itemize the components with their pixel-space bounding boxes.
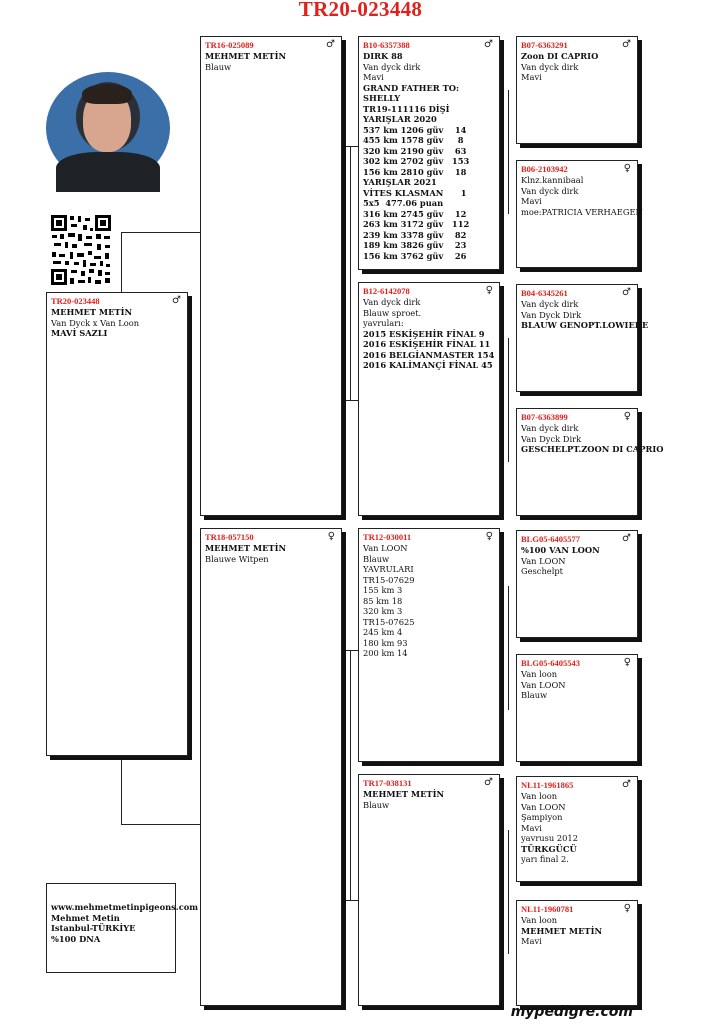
- card-line: Van LOON: [521, 801, 566, 812]
- card-line: Şampiyon: [521, 812, 563, 822]
- ring-number: TR20-023448: [51, 296, 100, 306]
- photo-hair: [82, 84, 132, 104]
- pedigree-card-dam-sire[interactable]: [358, 528, 500, 762]
- card-line: GESCHELPT.ZOON DI CAPRIO: [521, 444, 664, 454]
- connector: [121, 232, 122, 292]
- brand-logo[interactable]: mypedigre.com: [510, 1004, 633, 1020]
- male-icon: ♂: [622, 39, 631, 50]
- card-line: MEHMET METİN: [363, 789, 445, 799]
- card-line: Mavi: [521, 822, 542, 833]
- card-line: TÜRKGÜCÜ: [521, 843, 577, 854]
- pedigree-card-sire-dam[interactable]: [358, 282, 500, 516]
- card-line: Blauw: [363, 799, 390, 810]
- dna-note: %100 DNA: [51, 933, 101, 944]
- pedigree-card-sdd[interactable]: [516, 408, 664, 516]
- card-line: %100 VAN LOON: [521, 545, 600, 555]
- card-line: Blauw: [205, 61, 232, 72]
- pedigree-card-sds[interactable]: [516, 284, 649, 392]
- ring-number: TR17-038131: [363, 778, 412, 788]
- card-line: Van loon: [521, 669, 558, 679]
- owner-photo: [46, 72, 170, 184]
- female-icon: ♀: [623, 903, 631, 914]
- card-line: Van LOON: [363, 543, 408, 553]
- ring-number: BLG05-6405543: [521, 658, 581, 668]
- card-line: MAVİ SAZLI: [51, 328, 108, 338]
- card-line: 189 km 3826 güv 23: [363, 240, 467, 250]
- male-icon: ♂: [326, 39, 335, 50]
- card-line: TR15-07629: [363, 574, 415, 585]
- contact-name: Mehmet Metin: [51, 912, 120, 923]
- female-icon: ♀: [623, 163, 631, 174]
- card-line: 85 km 18: [363, 595, 403, 606]
- ring-number: B12-6142078: [363, 286, 410, 296]
- card-line: Blauw sproet.: [363, 307, 422, 318]
- card-line: Zoon DI CAPRIO: [521, 51, 599, 61]
- card-line: 316 km 2745 güv 12: [363, 208, 467, 219]
- ring-number: B07-6363899: [521, 412, 568, 422]
- ring-number: TR18-057150: [205, 532, 254, 542]
- card-line: MEHMET METİN: [521, 925, 603, 936]
- card-line: TR15-07625: [363, 616, 415, 627]
- ring-number: B04-6345261: [521, 288, 568, 298]
- card-line: DIRK 88: [363, 51, 403, 61]
- pedigree-card-dds[interactable]: [516, 776, 638, 882]
- card-line: MEHMET METİN: [51, 307, 133, 317]
- connector: [508, 586, 509, 710]
- card-line: moe:PATRICIA VERHAEGEN: [521, 206, 643, 217]
- card-line: 537 km 1206 güv 14: [363, 124, 467, 135]
- card-line: 2016 ESKİŞEHİR FİNAL 11: [363, 339, 491, 349]
- card-line: Van dyck dirk: [363, 61, 421, 72]
- card-line: 5x5 477.06 puan: [363, 198, 444, 208]
- connector: [342, 650, 358, 651]
- card-line: 302 km 2702 güv 153: [363, 156, 470, 166]
- card-line: YARIŞLAR 2021: [363, 177, 437, 187]
- contact-box: [46, 883, 199, 973]
- card-line: 320 km 3: [363, 606, 403, 616]
- female-icon: ♀: [623, 657, 631, 668]
- ring-number: NL11-1960781: [521, 904, 574, 914]
- card-line: YARIŞLAR 2020: [363, 114, 437, 124]
- pedigree-card-dam[interactable]: [200, 528, 342, 1006]
- card-line: 156 km 2810 güv 18: [363, 166, 467, 177]
- pedigree-card-dsd[interactable]: [516, 654, 638, 762]
- card-line: Van loon: [521, 791, 558, 801]
- contact-location: Istanbul-TÜRKİYE: [51, 923, 136, 933]
- card-line: MEHMET METİN: [205, 543, 287, 553]
- card-line: Mavi: [363, 72, 384, 82]
- card-line: 263 km 3172 güv 112: [363, 219, 470, 229]
- card-line: BLAUW GENOPT.LOWIEKE: [521, 320, 649, 330]
- card-line: 200 km 14: [363, 648, 408, 658]
- card-line: Mavi: [521, 936, 542, 946]
- card-line: Van dyck dirk: [521, 61, 579, 72]
- ring-number: B06-2103942: [521, 164, 568, 174]
- pedigree-card-sire-sire[interactable]: [358, 36, 500, 270]
- card-line: YAVRULARI: [363, 564, 414, 574]
- female-icon: ♀: [623, 411, 631, 422]
- card-line: Van dyck dirk: [363, 297, 421, 307]
- card-line: 239 km 3378 güv 82: [363, 229, 467, 240]
- page-title: TR20-023448: [298, 0, 423, 21]
- connector: [121, 756, 122, 824]
- card-line: 180 km 93: [363, 637, 408, 648]
- card-line: Geschelpt: [521, 566, 563, 576]
- ring-number: B07-6363291: [521, 40, 568, 50]
- pedigree-card-dam-dam[interactable]: [358, 774, 500, 1006]
- card-line: Van Dyck x Van Loon: [51, 317, 140, 328]
- card-line: yavrusu 2012: [521, 833, 578, 843]
- card-line: 2016 BELGİANMASTER 154: [363, 349, 495, 360]
- male-icon: ♂: [484, 39, 493, 50]
- card-line: SHELLY: [363, 93, 401, 103]
- connector: [350, 146, 351, 400]
- card-line: GRAND FATHER TO:: [363, 82, 460, 93]
- card-line: Van LOON: [521, 555, 566, 566]
- card-line: Van dyck dirk: [521, 299, 579, 309]
- card-line: Blauw: [363, 553, 390, 564]
- connector: [350, 650, 351, 900]
- connector: [508, 830, 509, 954]
- card-line: 155 km 3: [363, 585, 403, 595]
- card-line: Klnz.kannibaal: [521, 175, 584, 185]
- card-line: 455 km 1578 güv 8: [363, 135, 464, 145]
- card-line: Van dyck dirk: [521, 423, 579, 433]
- male-icon: ♂: [622, 533, 631, 544]
- connector: [121, 232, 201, 233]
- pedigree-card-subject[interactable]: [46, 292, 188, 756]
- connector: [342, 900, 358, 901]
- card-line: VİTES KLASMAN 1: [363, 187, 467, 198]
- ring-number: NL11-1961865: [521, 780, 574, 790]
- card-line: 2016 KALİMANÇİ FİNAL 45: [363, 360, 493, 370]
- qr-code-icon[interactable]: [50, 214, 112, 286]
- card-line: 2015 ESKİŞEHİR FİNAL 9: [363, 328, 485, 339]
- card-line: Van loon: [521, 915, 558, 925]
- ring-number: TR12-030011: [363, 532, 412, 542]
- female-icon: ♀: [327, 531, 335, 542]
- photo-body: [56, 152, 160, 192]
- ring-number: BLG05-6405577: [521, 534, 581, 544]
- website-link[interactable]: www.mehmetmetinpigeons.com: [51, 902, 199, 912]
- pedigree-card-ssd[interactable]: [516, 160, 643, 268]
- connector: [342, 146, 358, 147]
- card-line: Mavi: [521, 196, 542, 206]
- male-icon: ♂: [172, 295, 181, 306]
- card-line: 156 km 3762 güv 26: [363, 250, 467, 261]
- card-line: yarı final 2.: [521, 854, 569, 864]
- card-line: Mavi: [521, 72, 542, 82]
- card-line: Van dyck dirk: [521, 185, 579, 196]
- connector: [508, 338, 509, 462]
- card-line: 320 km 2190 güv 63: [363, 145, 467, 156]
- male-icon: ♂: [484, 777, 493, 788]
- pedigree-card-ddd[interactable]: [516, 900, 638, 1006]
- pedigree-card-dss[interactable]: [516, 530, 638, 638]
- card-line: Van Dyck Dirk: [521, 309, 582, 320]
- connector: [508, 90, 509, 214]
- card-line: yavruları:: [363, 318, 404, 328]
- male-icon: ♂: [622, 779, 631, 790]
- pedigree-card-sire[interactable]: [200, 36, 342, 516]
- female-icon: ♀: [485, 531, 493, 542]
- male-icon: ♂: [622, 287, 631, 298]
- pedigree-card-sss[interactable]: [516, 36, 638, 144]
- card-line: Van LOON: [521, 679, 566, 690]
- card-line: TR19-111116 DİŞİ: [363, 103, 450, 114]
- card-line: Van Dyck Dirk: [521, 433, 582, 444]
- connector: [342, 400, 358, 401]
- card-line: 245 km 4: [363, 627, 403, 637]
- ring-number: B10-6357388: [363, 40, 410, 50]
- card-line: MEHMET METİN: [205, 51, 287, 61]
- connector: [121, 824, 201, 825]
- card-line: Blauw: [521, 690, 548, 700]
- ring-number: TR16-025089: [205, 40, 254, 50]
- card-line: Blauwe Witpen: [205, 553, 269, 564]
- female-icon: ♀: [485, 285, 493, 296]
